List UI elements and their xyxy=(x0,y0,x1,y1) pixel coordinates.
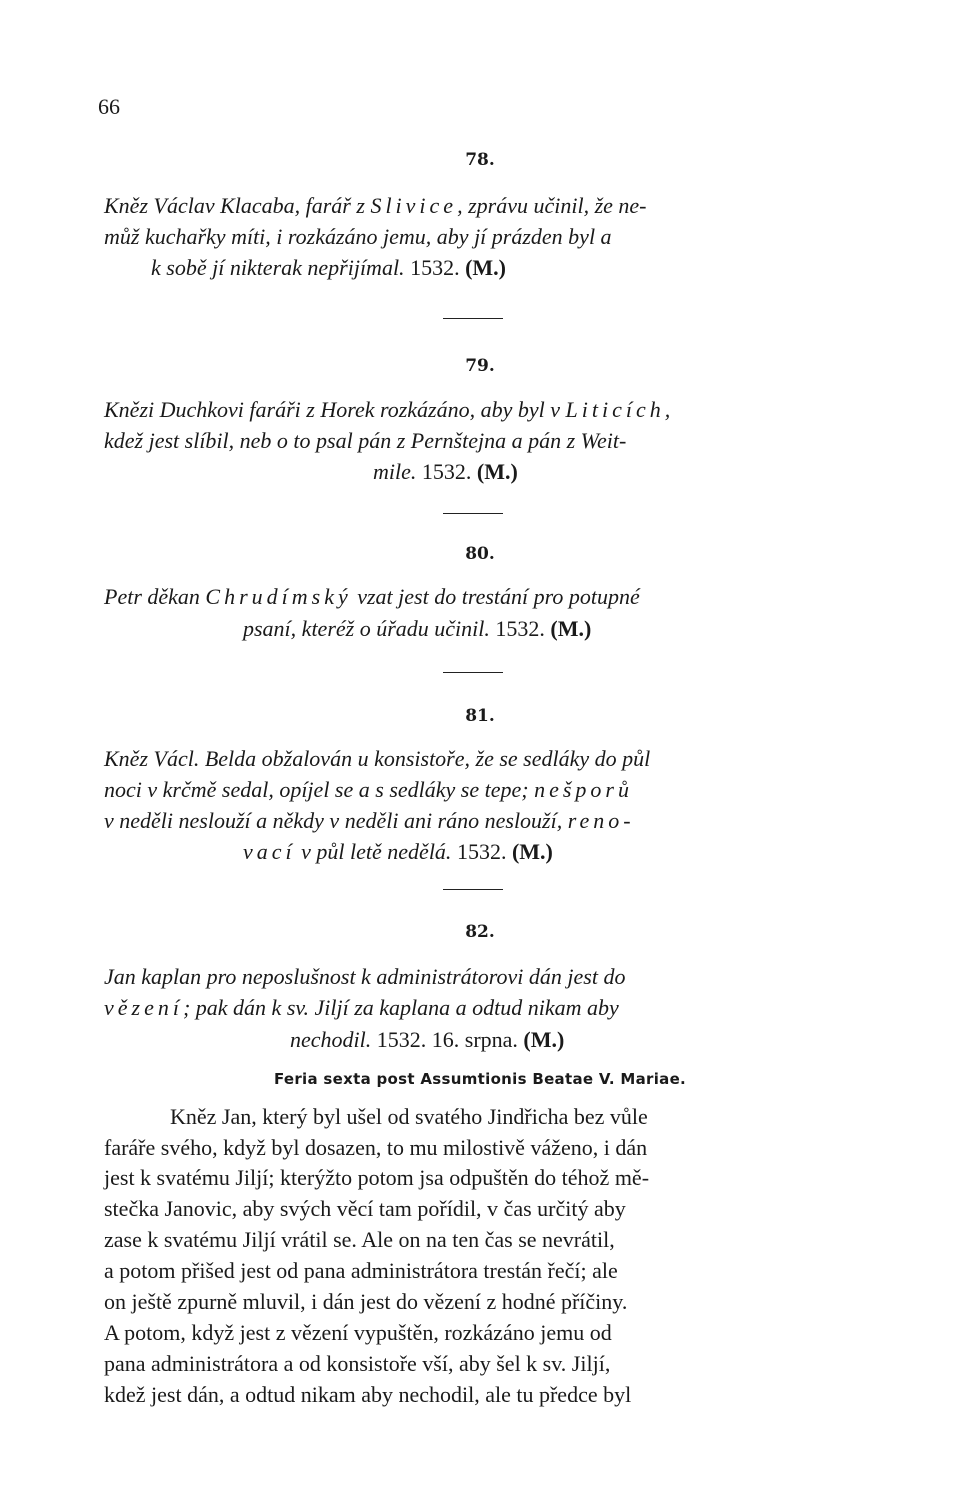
text-run: psaní, kteréž o úřadu učinil. xyxy=(243,616,496,641)
date: 1532. 16. srpna. xyxy=(376,1027,518,1052)
body-line: pana administrátora a od konsistoře vší, aby šel k sv. Jiljí, xyxy=(104,1351,611,1376)
spaced-text: nešporů xyxy=(534,777,633,802)
entry-number: 79. xyxy=(465,356,495,376)
entry-line xyxy=(373,459,518,485)
text-run: Jan kaplan pro neposlušnost k administrátorovi dán jest do xyxy=(104,964,626,989)
source-mark: (M.) xyxy=(511,839,553,864)
text-run: Petr děkan xyxy=(104,584,206,609)
entry-line xyxy=(104,584,640,610)
text-run: , zprávu učinil, že ne- xyxy=(457,193,647,218)
text-run: noci v krčmě sedal, opíjel se a s sedláky se tepe; xyxy=(104,777,535,802)
spaced-text: reno- xyxy=(567,808,635,833)
body-line: a potom přišed jest od pana administrátora trestán řečí; ale xyxy=(104,1258,618,1283)
body-line: faráře svého, když byl dosazen, to mu milostivě váženo, i dán xyxy=(104,1135,648,1160)
body-line: on ještě zpurně mluvil, i dán jest do vězení z hodné příčiny. xyxy=(104,1289,628,1314)
year: 1532. xyxy=(495,616,545,641)
entry-line xyxy=(104,193,840,219)
section-heading: Feria sexta post Assumtionis Beatae V. Mariae. xyxy=(273,1070,687,1088)
spaced-text: Chrudímský xyxy=(205,584,352,609)
spaced-text: Slivice xyxy=(370,193,458,218)
body-line: A potom, když jest z vězení vypuštěn, rozkázáno jemu od xyxy=(104,1320,612,1345)
source-mark: (M.) xyxy=(523,1027,565,1052)
spaced-text: vězení xyxy=(104,995,183,1020)
body-line: zase k svatému Jiljí vrátil se. Ale on na ten čas se nevrátil, xyxy=(104,1227,615,1252)
text-run: ; pak dán k sv. Jiljí za kaplana a odtud nikam aby xyxy=(182,995,619,1020)
divider-rule xyxy=(443,672,503,673)
year: 1532. xyxy=(421,459,472,484)
entry-line xyxy=(290,1027,564,1053)
entry-number: 81. xyxy=(465,706,495,726)
spaced-text: Liticích xyxy=(565,397,665,422)
source-mark: (M.) xyxy=(465,255,506,280)
entry-line xyxy=(104,746,650,772)
text-run: k sobě jí nikterak nepřijímal. xyxy=(151,255,411,280)
entry-line xyxy=(104,808,635,834)
body-line: jest k svatému Jiljí; kterýžto potom jsa odpuštěn do téhož mě- xyxy=(104,1165,650,1190)
entry-line xyxy=(151,255,506,281)
entry-line xyxy=(104,964,625,990)
entry-number: 80. xyxy=(465,544,495,564)
divider-rule xyxy=(443,318,503,319)
text-run: v půl letě nedělá. xyxy=(295,839,457,864)
entry-line xyxy=(104,397,670,423)
text-run: kdež jest slíbil, neb o to psal pán z Pernštejna a pán z Weit- xyxy=(104,428,627,453)
text-run: Knězi Duchkovi faráři z Horek rozkázáno, aby byl v xyxy=(104,397,566,422)
year: 1532. xyxy=(410,255,460,280)
divider-rule xyxy=(443,889,503,890)
entry-line xyxy=(243,616,591,642)
body-line: Kněz Jan, který byl ušel od svatého Jindřicha bez vůle xyxy=(170,1104,648,1129)
text-run: v neděli neslouží a někdy v neděli ani ráno neslouží, xyxy=(104,808,568,833)
body-line: kdež jest dán, a odtud nikam aby nechodil, ale tu předce byl xyxy=(104,1382,632,1407)
text-run: nechodil. xyxy=(290,1027,377,1052)
entry-line xyxy=(104,224,840,250)
year: 1532. xyxy=(456,839,507,864)
source-mark: (M.) xyxy=(550,616,592,641)
entry-number: 78. xyxy=(465,150,495,170)
text-run: Kněz Václ. Belda obžalován u konsistoře, že se sedláky do půl xyxy=(104,746,651,771)
divider-rule xyxy=(443,513,503,514)
text-run: mile. xyxy=(373,459,422,484)
entry-number: 82. xyxy=(465,922,495,942)
text-run: můž kuchařky míti, i rozkázáno jemu, aby jí prázden byl a xyxy=(104,224,612,249)
text-run: Kněz Václav Klacaba, farář z xyxy=(104,193,371,218)
text-run: , xyxy=(664,397,671,422)
text-run: vzat jest do trestání pro potupné xyxy=(351,584,640,609)
entry-line xyxy=(104,995,619,1021)
entry-line xyxy=(243,839,553,865)
body-line: stečka Janovic, aby svých věcí tam pořídil, v čas určitý aby xyxy=(104,1196,626,1221)
source-mark: (M.) xyxy=(476,459,518,484)
entry-line xyxy=(104,428,626,454)
page-number: 66 xyxy=(98,94,120,119)
entry-line xyxy=(104,777,633,803)
spaced-text: vací xyxy=(243,839,296,864)
